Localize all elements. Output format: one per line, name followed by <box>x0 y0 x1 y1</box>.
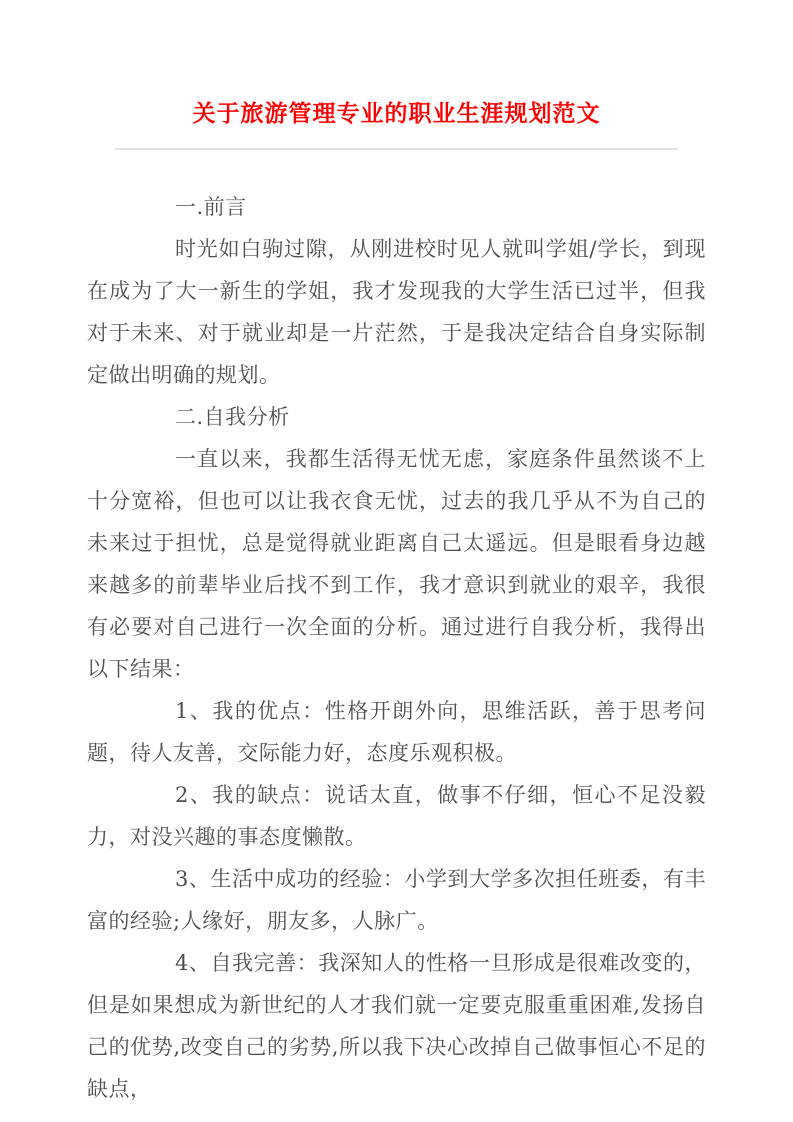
paragraph: 2、我的缺点：说话太直，做事不仔细，恒心不足没毅力，对没兴趣的事态度懒散。 <box>87 783 706 849</box>
paragraph: 时光如白驹过隙，从刚进校时见人就叫学姐/学长，到现在成为了大一新生的学姐，我才发现我的大学生活已过半，但我对于未来、对于就业却是一片茫然，于是我决定结合自身实际制定做出明确的规划。 <box>87 237 706 387</box>
paragraph: 3、生活中成功的经验：小学到大学多次担任班委，有丰富的经验;人缘好，朋友多，人脉广。 <box>87 867 706 933</box>
paragraph: 一直以来，我都生活得无忧无虑，家庭条件虽然谈不上十分宽裕，但也可以让我衣食无忧，过去的我几乎从不为自己的未来过于担忧，总是觉得就业距离自己太遥远。但是眼看身边越来越多的前辈毕业后找不到工作，我才意识到就业的艰辛，我很有必要对自己进行一次全面的分析。通过进行自我分析，我得出以下结果： <box>87 447 706 681</box>
document-body <box>0 150 793 1110</box>
paragraph: 4、自我完善：我深知人的性格一旦形成是很难改变的，但是如果想成为新世纪的人才我们就一定要克服重重困难,发扬自己的优势,改变自己的劣势,所以我下决心改掉自己做事恒心不足的缺点， <box>87 951 706 1101</box>
page-title: 关于旅游管理专业的职业生涯规划范文 <box>192 101 601 127</box>
section-heading: 一.前言 <box>175 195 247 219</box>
paragraph: 1、我的优点：性格开朗外向，思维活跃，善于思考问题，待人友善，交际能力好，态度乐观积极。 <box>87 699 706 765</box>
section-heading: 二.自我分析 <box>175 405 290 429</box>
